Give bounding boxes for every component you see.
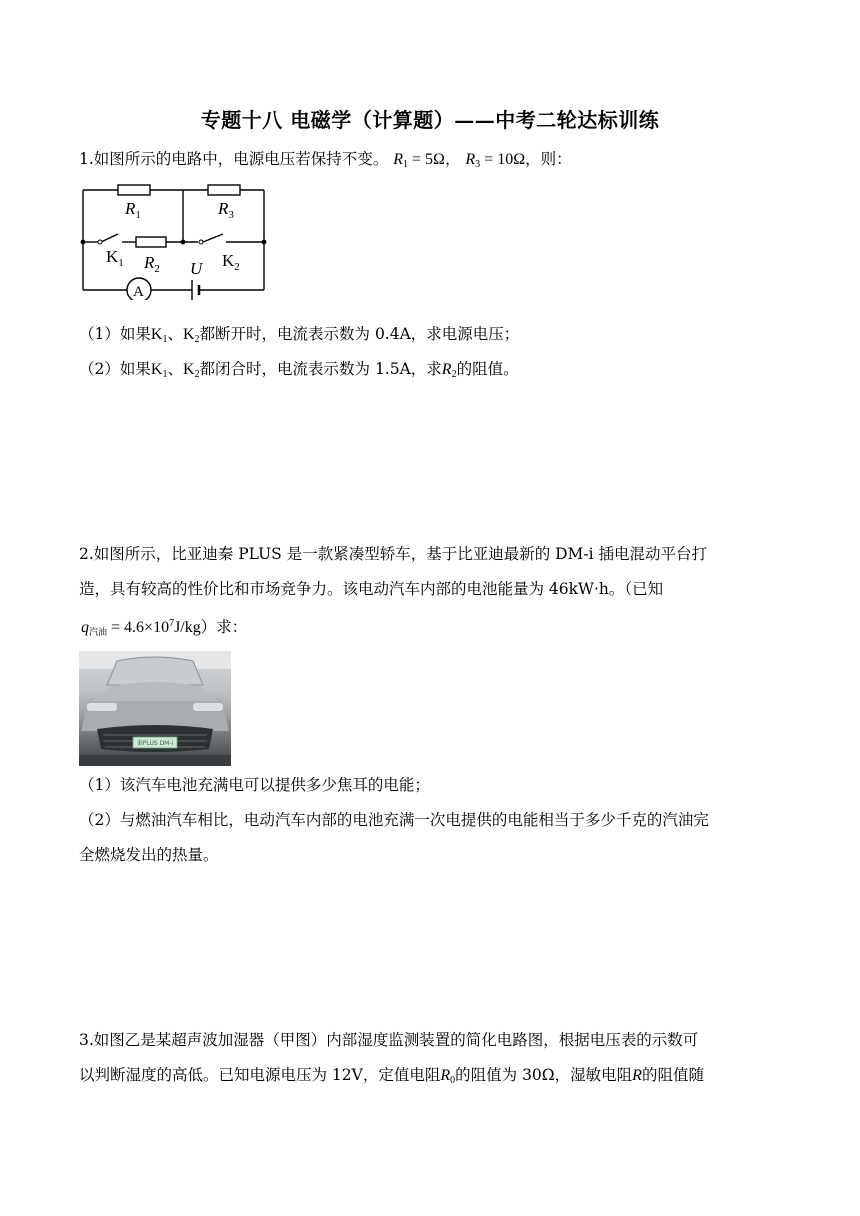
q3-line2: 以判断湿度的高低。已知电源电压为 12V，定值电阻$R_0$的阻值为 30Ω，湿敏电阻R的阻值随	[79, 1066, 704, 1086]
u-label: U	[190, 259, 203, 278]
q1-circuit-diagram	[78, 182, 270, 300]
q2-part2-line2: 全燃烧发出的热量。	[79, 846, 219, 864]
q2-part1: （1）该汽车电池充满电可以提供多少焦耳的电能；	[79, 776, 430, 794]
r3-label: $R_3$	[218, 199, 234, 221]
car-illustration	[79, 651, 231, 766]
q1-stem	[79, 148, 572, 176]
q1-part1: （1）如果$K_1$、$K_2$都断开时，电流表示数为 0.4A，求电源电压；	[79, 325, 520, 345]
q2-given: $q_{汽油} = 4.6\times 10^7J/kg$）求：	[81, 618, 248, 638]
q1-r3-value: $R_3 = 10\Omega$	[465, 151, 526, 170]
r3-resistor	[208, 185, 240, 195]
r1-resistor	[118, 185, 150, 195]
q3-line1: 3.如图乙是某超声波加湿器（甲图）内部湿度监测装置的简化电路图，根据电压表的示数可	[79, 1031, 699, 1049]
page-title: 专题十八 电磁学（计算题）——中考二轮达标训练	[200, 108, 660, 132]
r1-label: $R_1$	[125, 199, 141, 221]
k1-label: $K_1$	[106, 247, 124, 269]
k2-label: $K_2$	[222, 251, 240, 273]
license-plate-text: 秦PLUS DM-i	[136, 740, 174, 747]
k1-switch	[101, 234, 118, 242]
r2-resistor	[136, 237, 166, 247]
car-photo	[79, 651, 231, 766]
q2-line2: 造，具有较高的性价比和市场竞争力。该电动汽车内部的电池能量为 46kW·h。（已知	[79, 580, 664, 598]
q2-part2-line1: （2）与燃油汽车相比，电动汽车内部的电池充满一次电提供的电能相当于多少千克的汽油完	[79, 811, 709, 829]
q1-stem-prefix: 1.如图所示的电路中，电源电压若保持不变。	[79, 150, 389, 168]
r2-label: $R_2$	[144, 253, 160, 275]
q1-stem-suffix: ，则：	[525, 150, 572, 168]
q1-r1-value: $R_1 = 5\Omega$	[393, 151, 445, 170]
q1-sep: ，	[444, 150, 461, 168]
k2-switch	[203, 234, 223, 242]
q1-part2: （2）如果$K_1$、$K_2$都闭合时，电流表示数为 1.5A，求$R_2$的阻值。	[79, 360, 519, 380]
ammeter-label: A	[133, 284, 144, 300]
q2-line1: 2.如图所示，比亚迪秦 PLUS 是一款紧凑型轿车，基于比亚迪最新的 DM-i 插电混动平台打	[79, 545, 708, 563]
